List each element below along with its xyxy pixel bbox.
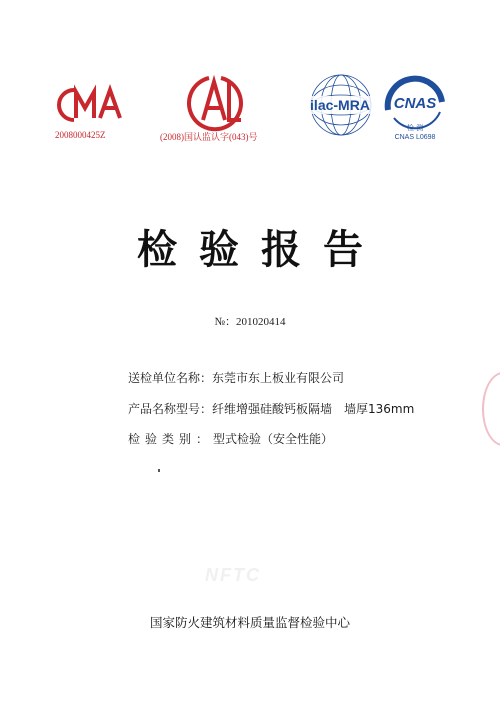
- field-value: 东莞市东上板业有限公司: [212, 371, 345, 385]
- cnas-logo-icon: [380, 72, 450, 142]
- field-label: 送检单位名称：: [128, 371, 213, 385]
- cma-caption: 2008000425Z: [55, 130, 106, 140]
- stamp-edge-icon: [482, 372, 500, 446]
- cnas-text: CNAS: [393, 95, 437, 112]
- cnas-sub2: CNAS L0698: [394, 134, 436, 141]
- field-label: 产品名称型号：: [128, 402, 213, 416]
- report-number: №：201020414: [214, 316, 286, 328]
- issuing-authority: 国家防火建筑材料质量监督检验中心: [149, 615, 350, 630]
- field-product: [128, 400, 414, 417]
- field-label: 检验类别：: [128, 432, 214, 446]
- ink-speck: [158, 469, 160, 472]
- field-category: [128, 430, 333, 447]
- field-value: 纤维增强硅酸钙板隔墙 墙厚136mm: [212, 402, 415, 416]
- ilac-mra-logo-icon: [303, 72, 377, 138]
- cnas-sub1: 检 测: [406, 124, 424, 132]
- field-value: 型式检验（安全性能）: [213, 432, 334, 446]
- ilac-mra-text: ilac-MRA: [310, 97, 370, 113]
- field-submitter: [128, 369, 344, 386]
- report-title: 检验报告: [137, 227, 385, 273]
- cal-caption: (2008)国认监认字(043)号: [160, 132, 258, 142]
- cma-logo-icon: [52, 82, 130, 128]
- cal-logo-icon: [183, 72, 247, 132]
- watermark: NFTC: [205, 565, 261, 585]
